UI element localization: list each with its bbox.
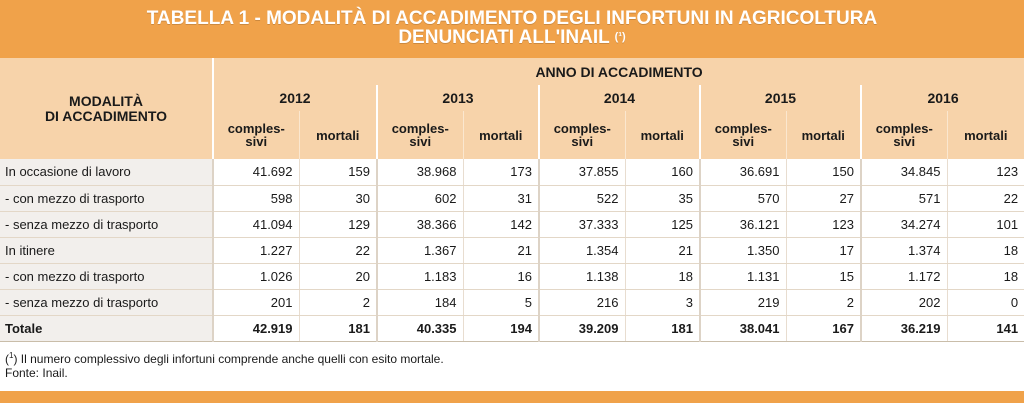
cell-complessivi: 571 <box>861 185 947 211</box>
cell-complessivi: 219 <box>700 289 786 315</box>
row-label: - con mezzo di trasporto <box>0 185 213 211</box>
cell-mortali: 22 <box>299 237 377 263</box>
cell-mortali: 3 <box>625 289 700 315</box>
bottom-bar <box>0 391 1024 403</box>
row-label: In occasione di lavoro <box>0 159 213 185</box>
table-row <box>0 211 1024 237</box>
cell-mortali: 20 <box>299 263 377 289</box>
mortali-header: mortali <box>463 111 539 159</box>
table-row <box>0 289 1024 315</box>
footnote-marker: 1 <box>9 351 14 360</box>
footnote: ($^1$) Il numero complessivo degli infortuni comprende anche quelli con esito mortale. Fonte: Inail. <box>5 351 444 380</box>
cell-mortali: 150 <box>786 159 861 185</box>
table-title <box>0 0 1024 58</box>
title-line-1: TABELLA 1 - MODALITÀ DI ACCADIMENTO DEGLI INFORTUNI IN AGRICOLTURA <box>146 8 878 29</box>
complessivi-header: comples- sivi <box>700 111 786 159</box>
cell-mortali: 173 <box>463 159 539 185</box>
source-note: Fonte: Inail. <box>5 366 68 380</box>
cell-mortali: 142 <box>463 211 539 237</box>
cell-complessivi: 1.183 <box>377 263 463 289</box>
cell-mortali: 18 <box>947 263 1024 289</box>
row-label: Totale <box>0 315 213 341</box>
cell-mortali: 31 <box>463 185 539 211</box>
cell-mortali: 21 <box>463 237 539 263</box>
complessivi-header: comples- sivi <box>377 111 463 159</box>
cell-complessivi: 1.138 <box>539 263 625 289</box>
year-header: 2012 <box>213 85 377 111</box>
table-row <box>0 159 1024 185</box>
cell-mortali: 141 <box>947 315 1024 341</box>
cell-mortali: 181 <box>625 315 700 341</box>
table-row <box>0 185 1024 211</box>
cell-mortali: 123 <box>947 159 1024 185</box>
year-header: 2015 <box>700 85 861 111</box>
cell-mortali: 27 <box>786 185 861 211</box>
cell-complessivi: 38.041 <box>700 315 786 341</box>
cell-mortali: 160 <box>625 159 700 185</box>
mortali-header: mortali <box>299 111 377 159</box>
cell-complessivi: 36.121 <box>700 211 786 237</box>
cell-mortali: 16 <box>463 263 539 289</box>
cell-complessivi: 34.274 <box>861 211 947 237</box>
cell-complessivi: 40.335 <box>377 315 463 341</box>
cell-complessivi: 184 <box>377 289 463 315</box>
table-row <box>0 263 1024 289</box>
cell-mortali: 18 <box>625 263 700 289</box>
cell-complessivi: 36.691 <box>700 159 786 185</box>
year-header: 2016 <box>861 85 1024 111</box>
mortali-header: mortali <box>947 111 1024 159</box>
complessivi-header: comples- sivi <box>213 111 299 159</box>
cell-complessivi: 37.855 <box>539 159 625 185</box>
cell-mortali: 159 <box>299 159 377 185</box>
cell-complessivi: 41.094 <box>213 211 299 237</box>
cell-complessivi: 42.919 <box>213 315 299 341</box>
cell-complessivi: 39.209 <box>539 315 625 341</box>
cell-complessivi: 1.227 <box>213 237 299 263</box>
title-line-2: DENUNCIATI ALL'INAIL <box>398 27 610 48</box>
cell-mortali: 5 <box>463 289 539 315</box>
cell-mortali: 21 <box>625 237 700 263</box>
cell-complessivi: 1.131 <box>700 263 786 289</box>
cell-complessivi: 34.845 <box>861 159 947 185</box>
row-label: In itinere <box>0 237 213 263</box>
title-note-marker: (¹) <box>614 31 626 43</box>
row-label: - senza mezzo di trasporto <box>0 289 213 315</box>
cell-complessivi: 38.366 <box>377 211 463 237</box>
total-row <box>0 315 1024 341</box>
cell-mortali: 30 <box>299 185 377 211</box>
cell-complessivi: 1.354 <box>539 237 625 263</box>
cell-mortali: 17 <box>786 237 861 263</box>
year-header: 2014 <box>539 85 700 111</box>
cell-complessivi: 1.374 <box>861 237 947 263</box>
cell-mortali: 0 <box>947 289 1024 315</box>
cell-mortali: 22 <box>947 185 1024 211</box>
cell-complessivi: 570 <box>700 185 786 211</box>
row-label: - con mezzo di trasporto <box>0 263 213 289</box>
complessivi-header: comples- sivi <box>861 111 947 159</box>
mortali-header: mortali <box>625 111 700 159</box>
mortali-header: mortali <box>786 111 861 159</box>
anno-header: ANNO DI ACCADIMENTO <box>213 58 1024 85</box>
cell-complessivi: 201 <box>213 289 299 315</box>
cell-mortali: 15 <box>786 263 861 289</box>
cell-complessivi: 38.968 <box>377 159 463 185</box>
cell-complessivi: 41.692 <box>213 159 299 185</box>
cell-mortali: 2 <box>299 289 377 315</box>
cell-mortali: 167 <box>786 315 861 341</box>
cell-complessivi: 598 <box>213 185 299 211</box>
cell-mortali: 18 <box>947 237 1024 263</box>
cell-complessivi: 522 <box>539 185 625 211</box>
row-label: - senza mezzo di trasporto <box>0 211 213 237</box>
cell-complessivi: 1.172 <box>861 263 947 289</box>
complessivi-header: comples- sivi <box>539 111 625 159</box>
cell-mortali: 101 <box>947 211 1024 237</box>
cell-complessivi: 36.219 <box>861 315 947 341</box>
cell-mortali: 35 <box>625 185 700 211</box>
footnote-text: Il numero complessivo degli infortuni comprende anche quelli con esito mortale. <box>17 352 444 366</box>
modalita-header: MODALITÀ DI ACCADIMENTO <box>0 58 213 159</box>
cell-complessivi: 1.026 <box>213 263 299 289</box>
cell-mortali: 129 <box>299 211 377 237</box>
cell-mortali: 125 <box>625 211 700 237</box>
cell-complessivi: 202 <box>861 289 947 315</box>
cell-complessivi: 1.367 <box>377 237 463 263</box>
cell-complessivi: 216 <box>539 289 625 315</box>
cell-mortali: 2 <box>786 289 861 315</box>
cell-mortali: 123 <box>786 211 861 237</box>
year-header: 2013 <box>377 85 539 111</box>
table-row <box>0 237 1024 263</box>
cell-complessivi: 37.333 <box>539 211 625 237</box>
cell-complessivi: 1.350 <box>700 237 786 263</box>
accidents-table <box>0 58 1024 342</box>
cell-mortali: 194 <box>463 315 539 341</box>
cell-mortali: 181 <box>299 315 377 341</box>
cell-complessivi: 602 <box>377 185 463 211</box>
